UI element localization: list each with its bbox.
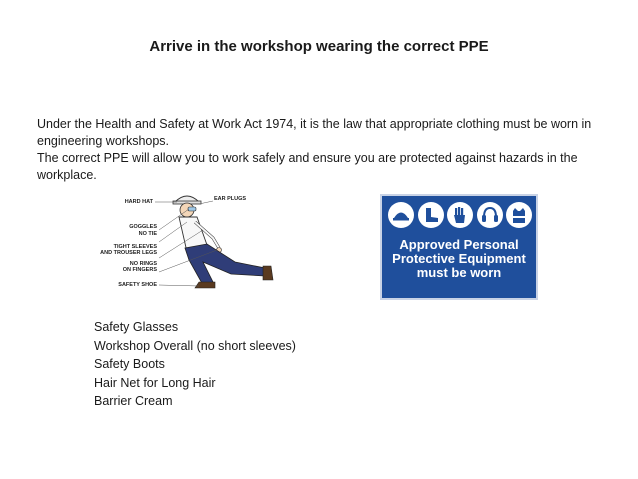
label-on-fingers: ON FINGERS xyxy=(122,267,157,273)
label-goggles: GOGGLES xyxy=(129,224,157,230)
hi-vis-vest-icon xyxy=(506,202,532,228)
label-no-tie: NO TIE xyxy=(138,231,157,237)
label-trouser-legs: AND TROUSER LEGS xyxy=(100,250,157,256)
paragraph-law: Under the Health and Safety at Work Act 1974, it is the law that appropriate clothing must be worn in engineering workshops. xyxy=(37,117,592,148)
label-no-rings: NO RINGS xyxy=(129,261,157,267)
label-hard-hat: HARD HAT xyxy=(124,199,153,205)
list-item: Workshop Overall (no short sleeves) xyxy=(94,338,296,353)
kneeling-worker-icon xyxy=(95,190,285,295)
list-item: Hair Net for Long Hair xyxy=(94,375,216,390)
list-item: Barrier Cream xyxy=(94,394,173,408)
sign-line-1: Approved Personal xyxy=(399,237,519,252)
ear-protection-icon xyxy=(477,202,503,228)
list-item: Safety Boots xyxy=(94,357,165,371)
safety-boots-icon xyxy=(418,202,444,228)
label-safety-shoe: SAFETY SHOE xyxy=(118,282,157,288)
sign-line-3: must be worn xyxy=(416,265,502,280)
sign-message xyxy=(382,238,536,280)
paragraph-ppe: The correct PPE will allow you to work safely and ensure you are protected against hazards in the workplace. xyxy=(37,151,578,182)
gloves-icon xyxy=(447,202,473,228)
label-ear-plugs: EAR PLUGS xyxy=(214,196,247,202)
ppe-worker-illustration xyxy=(95,190,285,295)
sign-line-2: Protective Equipment xyxy=(392,251,526,266)
page-title: Arrive in the workshop wearing the correct PPE xyxy=(149,38,489,55)
ppe-sign xyxy=(380,194,538,300)
ppe-list xyxy=(94,318,296,411)
list-item: Safety Glasses xyxy=(94,320,179,334)
sign-icons xyxy=(388,202,532,234)
head-protection-icon xyxy=(388,202,414,228)
label-tight-sleeves: TIGHT SLEEVES xyxy=(113,244,157,250)
